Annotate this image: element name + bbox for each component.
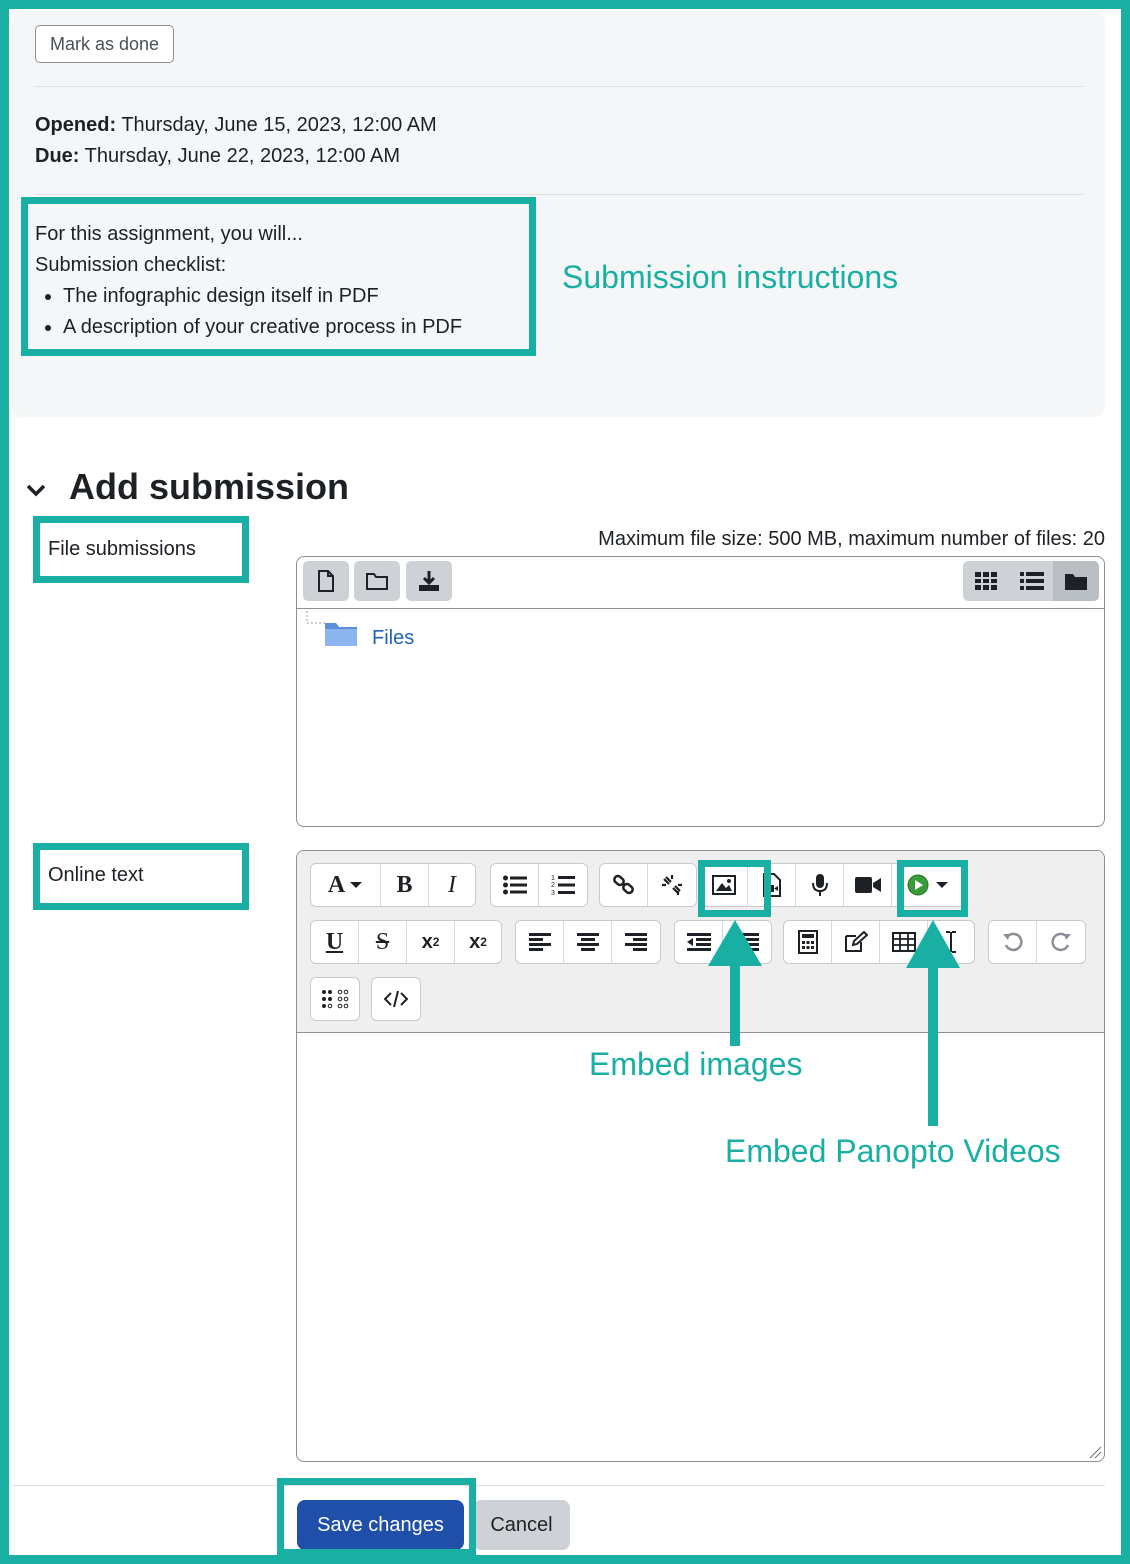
folder-icon [365, 570, 389, 592]
arrow-up-icon [700, 918, 770, 1048]
link-icon [612, 873, 636, 897]
caret-down-icon [349, 880, 363, 890]
edit-button[interactable] [832, 921, 880, 963]
link-button[interactable] [600, 864, 648, 906]
list-group [490, 863, 588, 907]
unlink-icon [660, 873, 684, 897]
html-source-button[interactable] [372, 978, 420, 1020]
view-tree-button[interactable] [1053, 561, 1099, 601]
arrow-up-icon [898, 918, 968, 1128]
opened-label: Opened: [35, 114, 117, 136]
checklist-item: • The infographic design itself in PDF [63, 281, 462, 312]
divider [35, 194, 1083, 195]
file-manager[interactable] [296, 556, 1105, 827]
numbered-list-icon [551, 874, 575, 896]
embed-images-annotation: Embed images [589, 1046, 803, 1082]
align-left-button[interactable] [516, 921, 564, 963]
embed-panopto-annotation: Embed Panopto Videos [725, 1133, 1061, 1169]
online-text-label: Online text [48, 864, 144, 886]
edit-icon [844, 931, 868, 953]
checklist-item: • A description of your creative process in PDF [63, 312, 462, 343]
underline-button[interactable]: U [311, 921, 359, 963]
calculator-icon [798, 930, 818, 954]
style-group [310, 863, 476, 907]
cancel-button[interactable]: Cancel [473, 1500, 570, 1550]
grid-icon [975, 572, 997, 590]
video-camera-icon [855, 876, 881, 894]
embed-images-highlight-box [698, 860, 771, 917]
record-audio-button[interactable] [796, 864, 844, 906]
superscript-button[interactable]: x 2 [469, 930, 487, 953]
embed-panopto-highlight-box [897, 860, 968, 917]
unlink-button[interactable] [648, 864, 696, 906]
instructions-intro: For this assignment, you will... [35, 223, 303, 245]
divider [35, 86, 1083, 87]
history-group [988, 920, 1086, 964]
bold-button[interactable]: B [381, 864, 429, 906]
subscript-button[interactable]: x 2 [407, 921, 455, 963]
code-icon [384, 989, 408, 1009]
format-group [310, 920, 502, 964]
svg-text:1: 1 [551, 875, 555, 882]
strikethrough-button[interactable]: S [359, 921, 407, 963]
checklist-title: Submission checklist: [35, 254, 227, 276]
bullet-list-icon [503, 875, 527, 895]
microphone-icon [812, 873, 828, 897]
align-left-icon [529, 933, 551, 951]
instructions-highlight-box [21, 197, 536, 356]
link-group [599, 863, 697, 907]
file-icon [315, 569, 337, 593]
list-icon [1020, 572, 1044, 590]
folder-icon[interactable] [324, 619, 358, 647]
html-group [371, 977, 421, 1021]
accessibility-checker-button[interactable] [311, 978, 359, 1020]
accessibility-group [310, 977, 360, 1021]
due-label: Due: [35, 145, 80, 167]
ordered-list-button[interactable] [539, 864, 587, 906]
file-limits: Maximum file size: 500 MB, maximum number of files: 20 [598, 528, 1105, 550]
create-folder-button[interactable] [354, 561, 400, 601]
file-manager-toolbar [297, 557, 1104, 609]
svg-text:2: 2 [551, 882, 555, 889]
due-value: Thursday, June 22, 2023, 12:00 AM [84, 145, 401, 167]
opened-date [35, 110, 437, 141]
download-icon [417, 569, 441, 593]
redo-button[interactable] [1037, 921, 1085, 963]
chevron-down-icon[interactable] [24, 478, 48, 502]
align-right-icon [625, 933, 647, 951]
italic-button[interactable]: I [448, 871, 456, 898]
download-button[interactable] [406, 561, 452, 601]
mark-as-done-button[interactable]: Mark as done [35, 25, 174, 63]
file-submissions-label: File submissions [48, 538, 196, 560]
file-submissions-highlight-box [33, 516, 249, 583]
divider [12, 1485, 1105, 1486]
equation-button[interactable] [784, 921, 832, 963]
align-right-button[interactable] [612, 921, 660, 963]
submission-instructions-annotation: Submission instructions [562, 259, 899, 295]
add-file-button[interactable] [303, 561, 349, 601]
unordered-list-button[interactable] [491, 864, 539, 906]
svg-text:3: 3 [551, 890, 555, 896]
files-folder-link[interactable]: Files [372, 627, 415, 649]
align-center-button[interactable] [564, 921, 612, 963]
view-list-button[interactable] [1009, 561, 1055, 601]
record-video-button[interactable] [844, 864, 892, 906]
save-highlight-box [277, 1478, 476, 1556]
due-date [35, 141, 400, 172]
save-changes-button[interactable]: Save changes [297, 1500, 464, 1550]
view-icons-button[interactable] [963, 561, 1009, 601]
opened-value: Thursday, June 15, 2023, 12:00 AM [121, 114, 437, 136]
align-group [515, 920, 661, 964]
undo-button[interactable] [989, 921, 1037, 963]
folder-solid-icon [1065, 572, 1087, 590]
redo-icon [1050, 931, 1072, 953]
online-text-highlight-box [33, 843, 249, 910]
braille-icon [321, 989, 349, 1009]
section-title: Add submission [69, 466, 350, 507]
undo-icon [1002, 931, 1024, 953]
paragraph-styles-button[interactable]: A [311, 864, 381, 906]
align-center-icon [577, 933, 599, 951]
resize-handle-icon[interactable] [1088, 1445, 1102, 1459]
